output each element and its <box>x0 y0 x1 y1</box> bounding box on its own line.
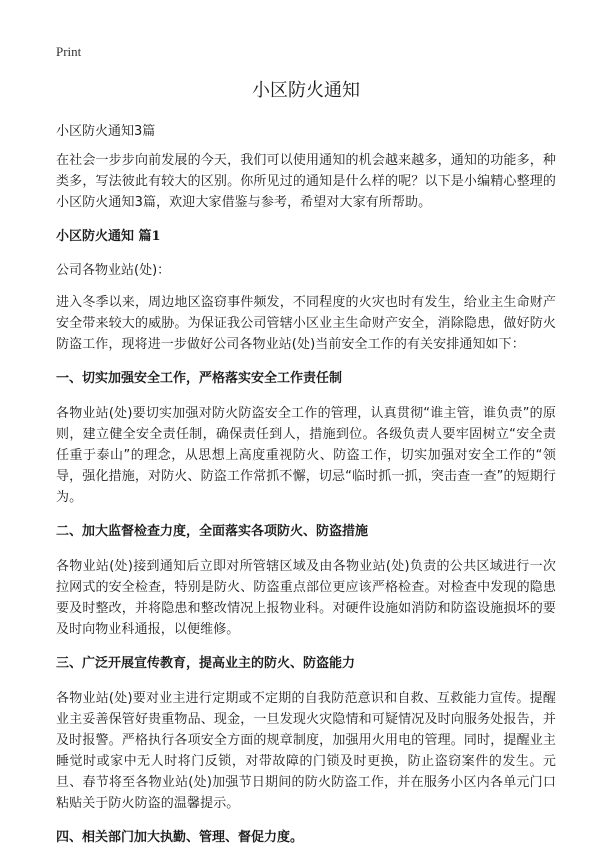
section-body-1: 各物业站(处)要切实加强对防火防盗安全工作的管理，认真贯彻“谁主管，谁负责”的原则，建立健全安全责任制，确保责任到人，措施到位。各级负责人要牢固树立“安全责任重于泰山”的理念，从思想上高度重视防火、防盗工作，切实加强对安全工作的“领导，强化措施，对防火、防盗工作常抓不懈，切忌“临时抓一抓，突击查一查”的短期行为。 <box>56 406 556 505</box>
section-heading-1: 一、切实加强安全工作，严格落实安全工作责任制 <box>56 371 343 386</box>
part-heading: 小区防火通知 篇1 <box>56 229 161 244</box>
section-body-3: 各物业站(处)要对业主进行定期或不定期的自我防范意识和自救、互救能力宣传。提醒业主妥善保管好贵重物品、现金，一旦发现火灾隐情和可疑情况及时向服务处报告，并及时报警。严格执行各项安全方面的规章制度，加强用火用电的管理。同时，提醒业主睡觉时或家中无人时将门反锁，对带故障的门锁及时更换，防止盗窃案件的发生。元旦、春节将至各物业站(处)加强节日期间的防火防盗工作，并在服务小区内各单元门口粘贴关于防火防盗的温馨提示。 <box>56 691 556 811</box>
intro-paragraph: 在社会一步步向前发展的今天，我们可以使用通知的机会越来越多，通知的功能多，种类多，写法彼此有较大的区别。你所见过的通知是什么样的呢？以下是小编精心整理的小区防火通知3篇，欢迎大家借鉴与参考，希望对大家有所帮助。 <box>56 153 556 210</box>
opening-paragraph: 进入冬季以来，周边地区盗窃事件频发，不同程度的火灾也时有发生，给业主生命财产安全带来较大的威胁。为保证我公司管辖小区业主生命财产安全，消除隐患，做好防火防盗工作，现将进一步做好公司各物业站(处)当前安全工作的有关安排通知如下： <box>56 295 556 352</box>
section-heading-2: 二、加大监督检查力度，全面落实各项防火、防盗措施 <box>56 524 369 539</box>
section-heading-3: 三、广泛开展宣传教育，提高业主的防火、防盗能力 <box>56 656 356 671</box>
document-body <box>56 72 556 862</box>
document-subtitle: 小区防火通知3篇 <box>56 124 156 139</box>
page-title: 小区防火通知 <box>252 80 360 101</box>
section-body-2: 各物业站(处)接到通知后立即对所管辖区域及由各物业站(处)负责的公共区域进行一次拉网式的安全检查，特别是防火、防盗重点部位更应该严格检查。对检查中发现的隐患要及时整改，并将隐患和整改情况上报物业科。对硬件设施如消防和防盗设施损坏的要及时向物业科通报，以便维修。 <box>56 559 556 637</box>
print-link[interactable]: Print <box>56 44 82 59</box>
section-heading-4: 四、相关部门加大执勤、管理、督促力度。 <box>56 830 304 845</box>
salutation: 公司各物业站(处)： <box>56 263 171 278</box>
